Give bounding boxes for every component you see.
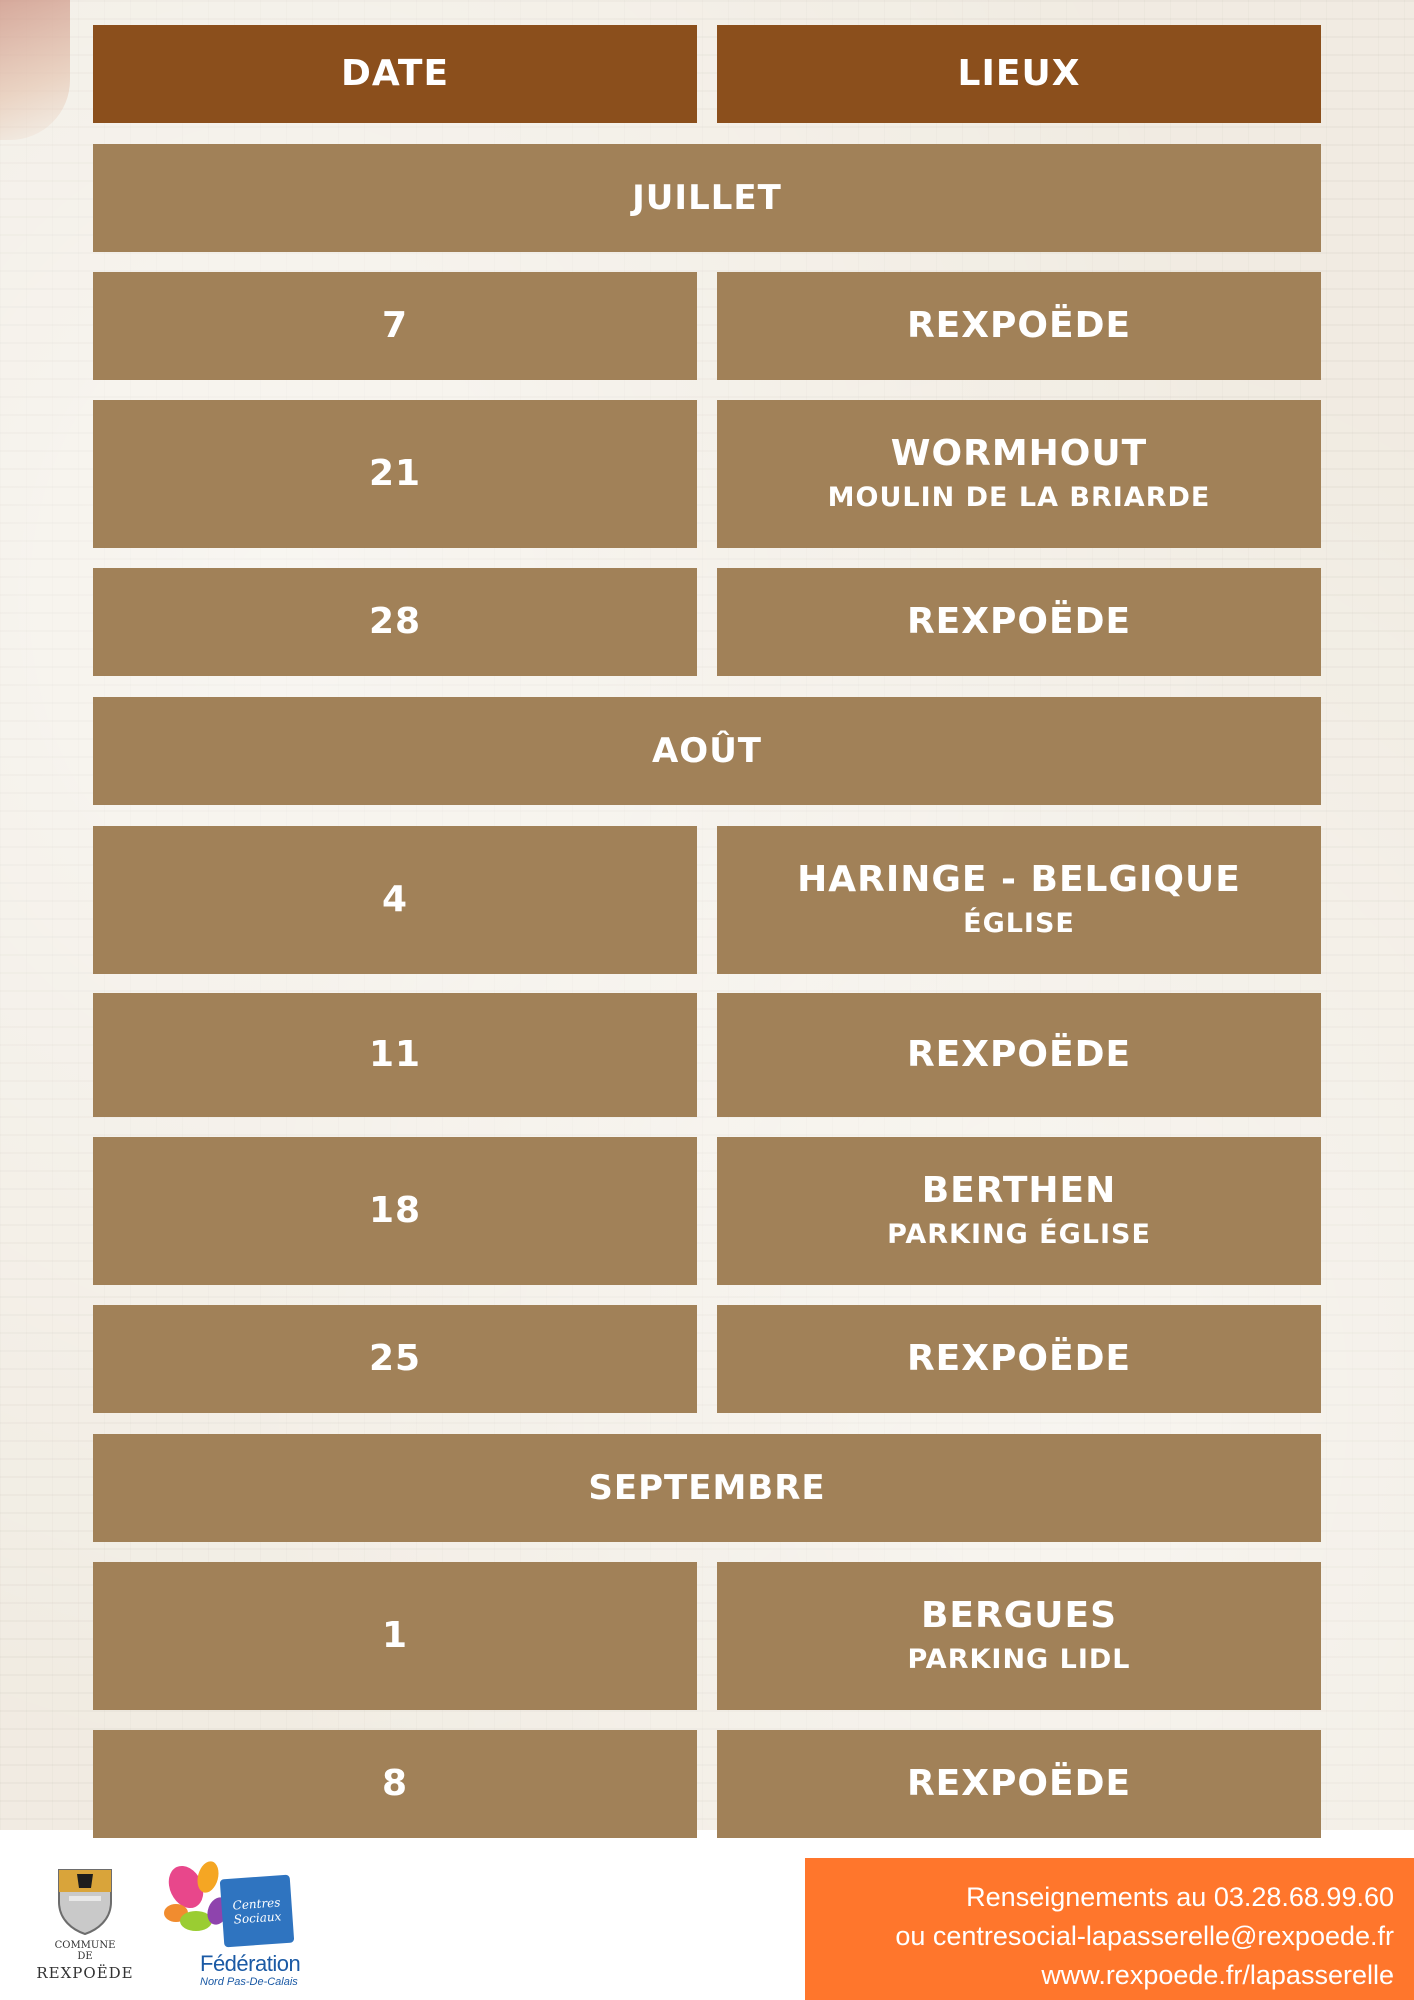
place-label: BERGUES bbox=[920, 1595, 1118, 1636]
day-label: 25 bbox=[368, 1338, 422, 1379]
day-label: 11 bbox=[368, 1034, 422, 1075]
place-detail: MOULIN DE LA BRIARDE bbox=[827, 482, 1211, 513]
place-cell bbox=[717, 1730, 1321, 1838]
month-label: SEPTEMBRE bbox=[588, 1468, 826, 1508]
place-label: WORMHOUT bbox=[890, 433, 1148, 474]
coat-of-arms-icon bbox=[55, 1866, 115, 1936]
commune-logo bbox=[30, 1866, 140, 1986]
header-date-label: DATE bbox=[340, 53, 450, 94]
day-label: 1 bbox=[381, 1615, 409, 1656]
date-cell bbox=[93, 1730, 697, 1838]
place-detail: PARKING LIDL bbox=[907, 1644, 1131, 1675]
month-row-aout bbox=[93, 697, 1321, 805]
contact-box bbox=[805, 1858, 1414, 2000]
place-cell bbox=[717, 272, 1321, 380]
day-label: 7 bbox=[381, 305, 409, 346]
federation-title: Fédération bbox=[200, 1951, 301, 1976]
place-label: BERTHEN bbox=[921, 1170, 1117, 1211]
month-label: JUILLET bbox=[632, 178, 782, 218]
federation-logo bbox=[156, 1855, 306, 1995]
month-label: AOÛT bbox=[651, 731, 763, 771]
place-label: REXPOËDE bbox=[906, 305, 1132, 346]
place-cell bbox=[717, 400, 1321, 548]
contact-phone: Renseignements au 03.28.68.99.60 bbox=[966, 1882, 1394, 1912]
place-detail: ÉGLISE bbox=[963, 908, 1075, 939]
contact-website: www.rexpoede.fr/lapasserelle bbox=[1041, 1960, 1394, 1990]
place-label: REXPOËDE bbox=[906, 1338, 1132, 1379]
date-cell bbox=[93, 1562, 697, 1710]
month-row-juillet bbox=[93, 144, 1321, 252]
commune-label: COMMUNE DE bbox=[54, 1940, 116, 1962]
day-label: 4 bbox=[381, 879, 409, 920]
place-label: REXPOËDE bbox=[906, 1034, 1132, 1075]
date-cell bbox=[93, 568, 697, 676]
date-cell bbox=[93, 1305, 697, 1413]
day-label: 21 bbox=[368, 453, 422, 494]
header-places-cell bbox=[717, 25, 1321, 123]
contact-email: ou centresocial-lapasserelle@rexpoede.fr bbox=[895, 1921, 1394, 1951]
place-cell bbox=[717, 568, 1321, 676]
date-cell bbox=[93, 1137, 697, 1285]
federation-badge: Centres Sociaux bbox=[220, 1875, 295, 1948]
place-label: HARINGE - BELGIQUE bbox=[797, 859, 1241, 900]
place-detail: PARKING ÉGLISE bbox=[887, 1219, 1151, 1250]
date-cell bbox=[93, 272, 697, 380]
place-cell bbox=[717, 1137, 1321, 1285]
date-cell bbox=[93, 826, 697, 974]
day-label: 18 bbox=[368, 1190, 422, 1231]
place-cell bbox=[717, 993, 1321, 1117]
header-date-cell bbox=[93, 25, 697, 123]
federation-subtitle: Nord Pas-De-Calais bbox=[200, 1976, 298, 1988]
place-label: REXPOËDE bbox=[906, 601, 1132, 642]
day-label: 8 bbox=[381, 1763, 409, 1804]
month-row-septembre bbox=[93, 1434, 1321, 1542]
place-cell bbox=[717, 826, 1321, 974]
place-label: REXPOËDE bbox=[906, 1763, 1132, 1804]
place-cell bbox=[717, 1562, 1321, 1710]
day-label: 28 bbox=[368, 601, 422, 642]
header-places-label: LIEUX bbox=[957, 53, 1081, 94]
commune-name: REXPOËDE bbox=[36, 1964, 134, 1982]
date-cell bbox=[93, 400, 697, 548]
date-cell bbox=[93, 993, 697, 1117]
place-cell bbox=[717, 1305, 1321, 1413]
